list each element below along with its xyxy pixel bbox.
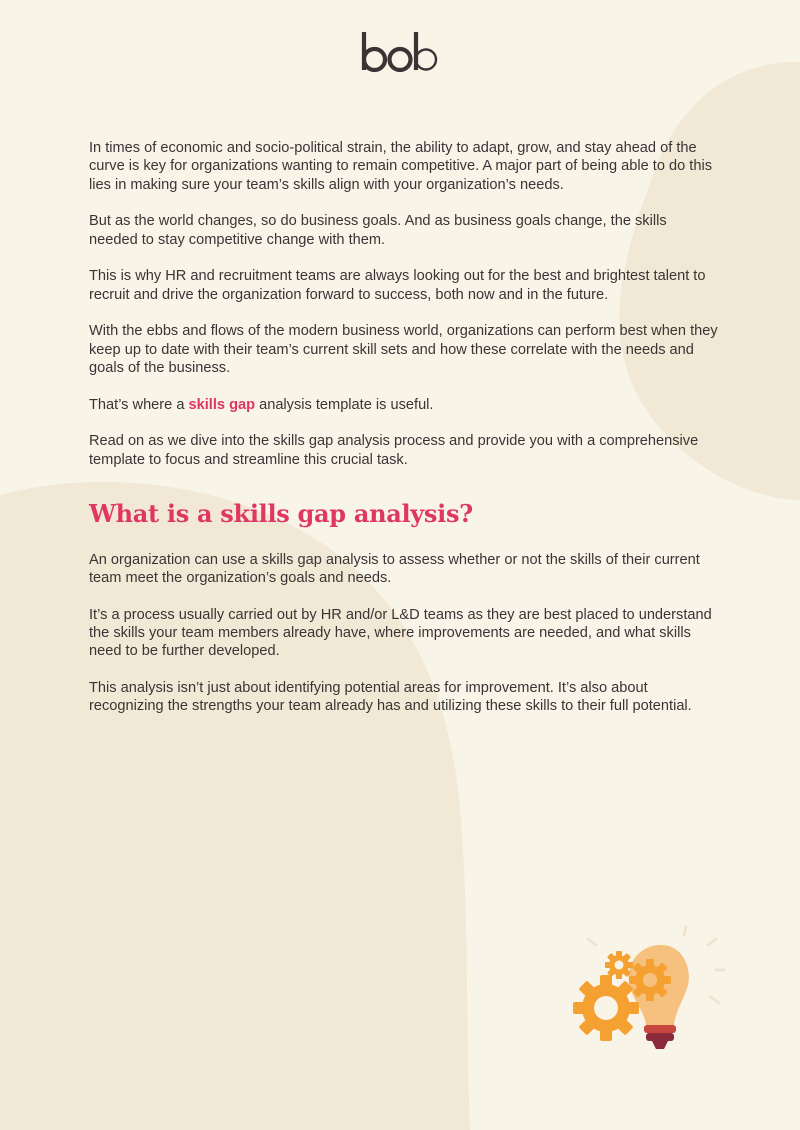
paragraph: An organization can use a skills gap analysis to assess whether or not the skills of their current team meet the organization’s goals and needs.: [89, 551, 700, 587]
highlight-paragraph: [89, 396, 719, 414]
paragraph: With the ebbs and flows of the modern business world, organizations can perform best when they keep up to date with their team’s current skill sets and how these correlate with the needs and goals of the business.: [89, 323, 718, 376]
highlight-after: analysis template is useful.: [255, 396, 434, 413]
section-heading: What is a skills gap analysis?: [89, 498, 473, 528]
paragraph: But as the world changes, so do business goals. And as business goals change, the skills needed to stay competitive change with them.: [89, 213, 667, 248]
paragraph: This is why HR and recruitment teams are always looking out for the best and brightest talent to recruit and drive the organization forward to success, both now and in the future.: [89, 268, 706, 303]
document-body: [89, 139, 719, 734]
paragraph: Read on as we dive into the skills gap analysis process and provide you with a comprehensive template to focus and streamline this crucial task.: [89, 433, 699, 468]
paragraph: This analysis isn’t just about identifying potential areas for improvement. It’s also about recognizing the strengths your team already has and utilizing these skills to their full potential.: [89, 680, 692, 715]
highlight-before: That’s where a: [89, 396, 189, 413]
paragraph: It’s a process usually carried out by HR and/or L&D teams as they are best placed to understand the skills your team members already have, where improvements are needed, and what skills need to be further developed.: [89, 606, 712, 660]
logo: [0, 30, 800, 80]
paragraph: In times of economic and socio-political strain, the ability to adapt, grow, and stay ahead of the curve is key for organizations wanting to remain competitive. A major part of being able to do this lies in making sure your team’s skills align with your organization’s needs.: [89, 140, 712, 193]
lightbulb-gears-icon: [566, 925, 726, 1065]
large-gear: [573, 975, 639, 1041]
bob-logo: [360, 30, 440, 74]
small-gear: [605, 951, 633, 979]
skills-gap-link[interactable]: skills gap: [188, 396, 256, 413]
medium-gear: [629, 959, 671, 1001]
